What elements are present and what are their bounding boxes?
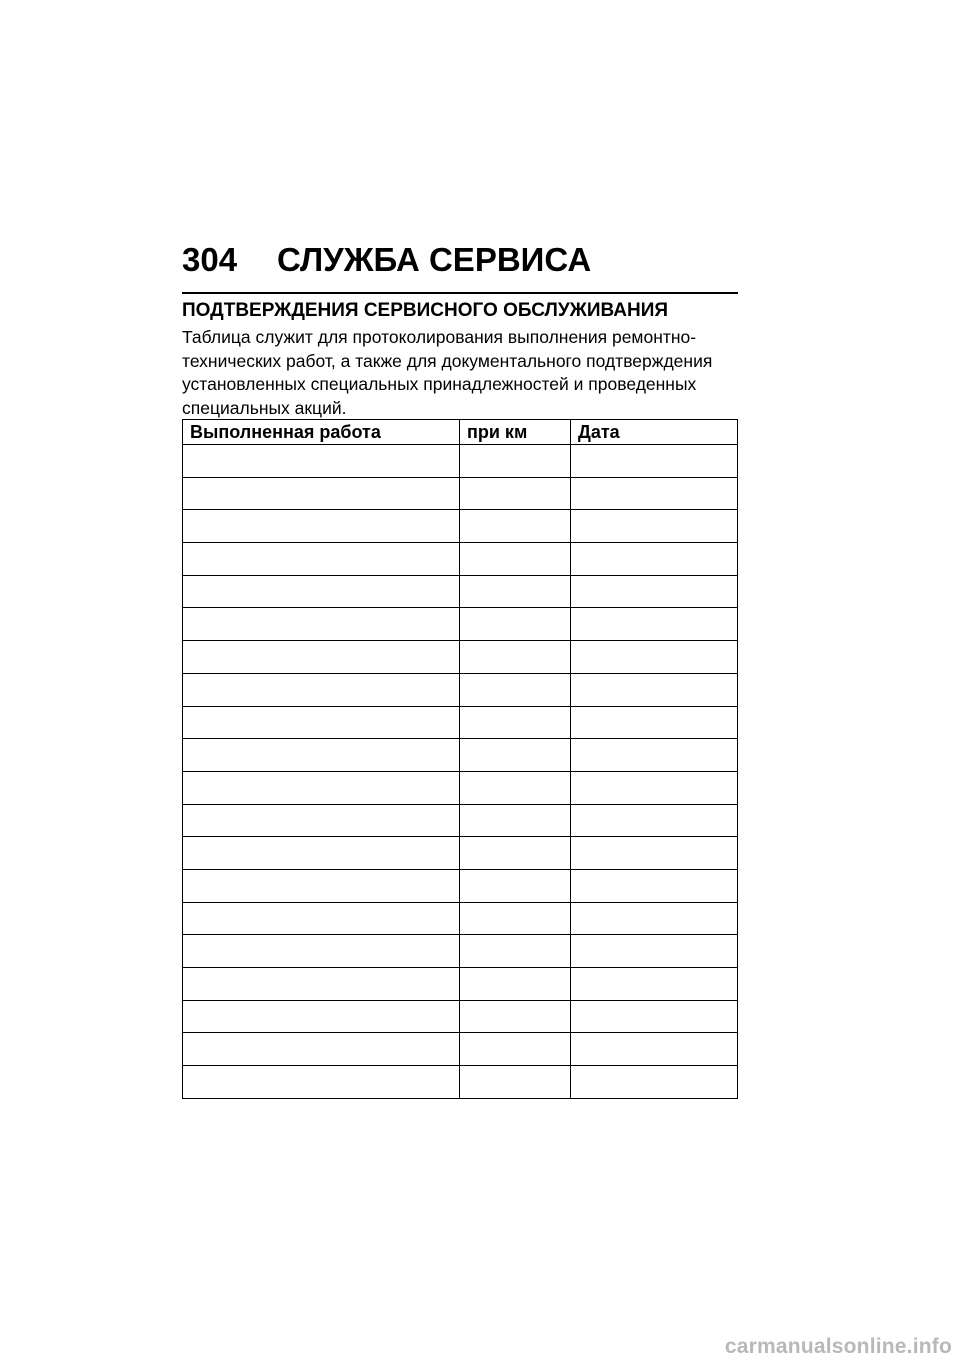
cell-km: [460, 641, 571, 674]
cell-work: [183, 510, 460, 543]
cell-work: [183, 477, 460, 510]
cell-km: [460, 608, 571, 641]
cell-km: [460, 477, 571, 510]
table-row: [183, 968, 738, 1001]
chapter-title: СЛУЖБА СЕРВИСА: [277, 241, 592, 278]
cell-date: [571, 804, 738, 837]
cell-date: [571, 1000, 738, 1033]
cell-date: [571, 510, 738, 543]
cell-work: [183, 706, 460, 739]
intro-line: технических работ, а также для документального подтверждения: [182, 350, 713, 371]
cell-work: [183, 804, 460, 837]
cell-date: [571, 477, 738, 510]
cell-km: [460, 706, 571, 739]
table-header-row: [183, 420, 738, 445]
table-row: [183, 673, 738, 706]
table-row: [183, 445, 738, 478]
header-divider: [182, 292, 738, 294]
cell-date: [571, 837, 738, 870]
table-row: [183, 510, 738, 543]
cell-date: [571, 641, 738, 674]
intro-line: установленных специальных принадлежностей и проведенных: [182, 374, 697, 394]
column-header-work: Выполненная работа: [183, 420, 460, 445]
cell-km: [460, 1066, 571, 1099]
table-row: [183, 935, 738, 968]
table-body: [183, 445, 738, 1099]
cell-work: [183, 543, 460, 576]
cell-date: [571, 739, 738, 772]
cell-date: [571, 1066, 738, 1099]
table-row: [183, 608, 738, 641]
cell-date: [571, 706, 738, 739]
table-row: [183, 706, 738, 739]
cell-date: [571, 1033, 738, 1066]
cell-work: [183, 608, 460, 641]
cell-km: [460, 935, 571, 968]
table-row: [183, 575, 738, 608]
cell-work: [183, 1000, 460, 1033]
cell-work: [183, 673, 460, 706]
watermark: carmanualsonline.info: [724, 1335, 952, 1358]
cell-km: [460, 902, 571, 935]
cell-date: [571, 673, 738, 706]
table-row: [183, 771, 738, 804]
cell-km: [460, 1000, 571, 1033]
cell-km: [460, 445, 571, 478]
table-row: [183, 641, 738, 674]
table-row: [183, 477, 738, 510]
cell-work: [183, 1066, 460, 1099]
cell-date: [571, 935, 738, 968]
intro-paragraph: [182, 326, 738, 420]
cell-work: [183, 575, 460, 608]
table-row: [183, 837, 738, 870]
intro-line: специальных акций.: [182, 397, 347, 418]
cell-km: [460, 739, 571, 772]
table-row: [183, 804, 738, 837]
cell-km: [460, 510, 571, 543]
cell-date: [571, 869, 738, 902]
cell-date: [571, 575, 738, 608]
table-row: [183, 1066, 738, 1099]
cell-km: [460, 771, 571, 804]
cell-date: [571, 445, 738, 478]
cell-work: [183, 771, 460, 804]
table-row: [183, 739, 738, 772]
table-row: [183, 869, 738, 902]
cell-work: [183, 837, 460, 870]
cell-work: [183, 902, 460, 935]
cell-work: [183, 739, 460, 772]
cell-work: [183, 935, 460, 968]
cell-km: [460, 543, 571, 576]
cell-work: [183, 1033, 460, 1066]
cell-work: [183, 641, 460, 674]
column-header-km: при км: [460, 420, 571, 445]
cell-km: [460, 869, 571, 902]
cell-km: [460, 804, 571, 837]
table-row: [183, 543, 738, 576]
cell-km: [460, 673, 571, 706]
table-row: [183, 1033, 738, 1066]
cell-date: [571, 902, 738, 935]
cell-km: [460, 837, 571, 870]
table-row: [183, 902, 738, 935]
cell-work: [183, 968, 460, 1001]
cell-date: [571, 771, 738, 804]
intro-line: Таблица служит для протоколирования выполнения ремонтно-: [182, 327, 697, 347]
page-header: [182, 238, 738, 282]
table-row: [183, 1000, 738, 1033]
cell-km: [460, 575, 571, 608]
cell-date: [571, 608, 738, 641]
cell-work: [183, 869, 460, 902]
service-record-table: [182, 419, 738, 1099]
page-number: 304: [182, 241, 238, 278]
section-heading: ПОДТВЕРЖДЕНИЯ СЕРВИСНОГО ОБСЛУЖИВАНИЯ: [182, 300, 669, 321]
cell-date: [571, 968, 738, 1001]
cell-date: [571, 543, 738, 576]
cell-km: [460, 968, 571, 1001]
cell-work: [183, 445, 460, 478]
cell-km: [460, 1033, 571, 1066]
column-header-date: Дата: [571, 420, 738, 445]
